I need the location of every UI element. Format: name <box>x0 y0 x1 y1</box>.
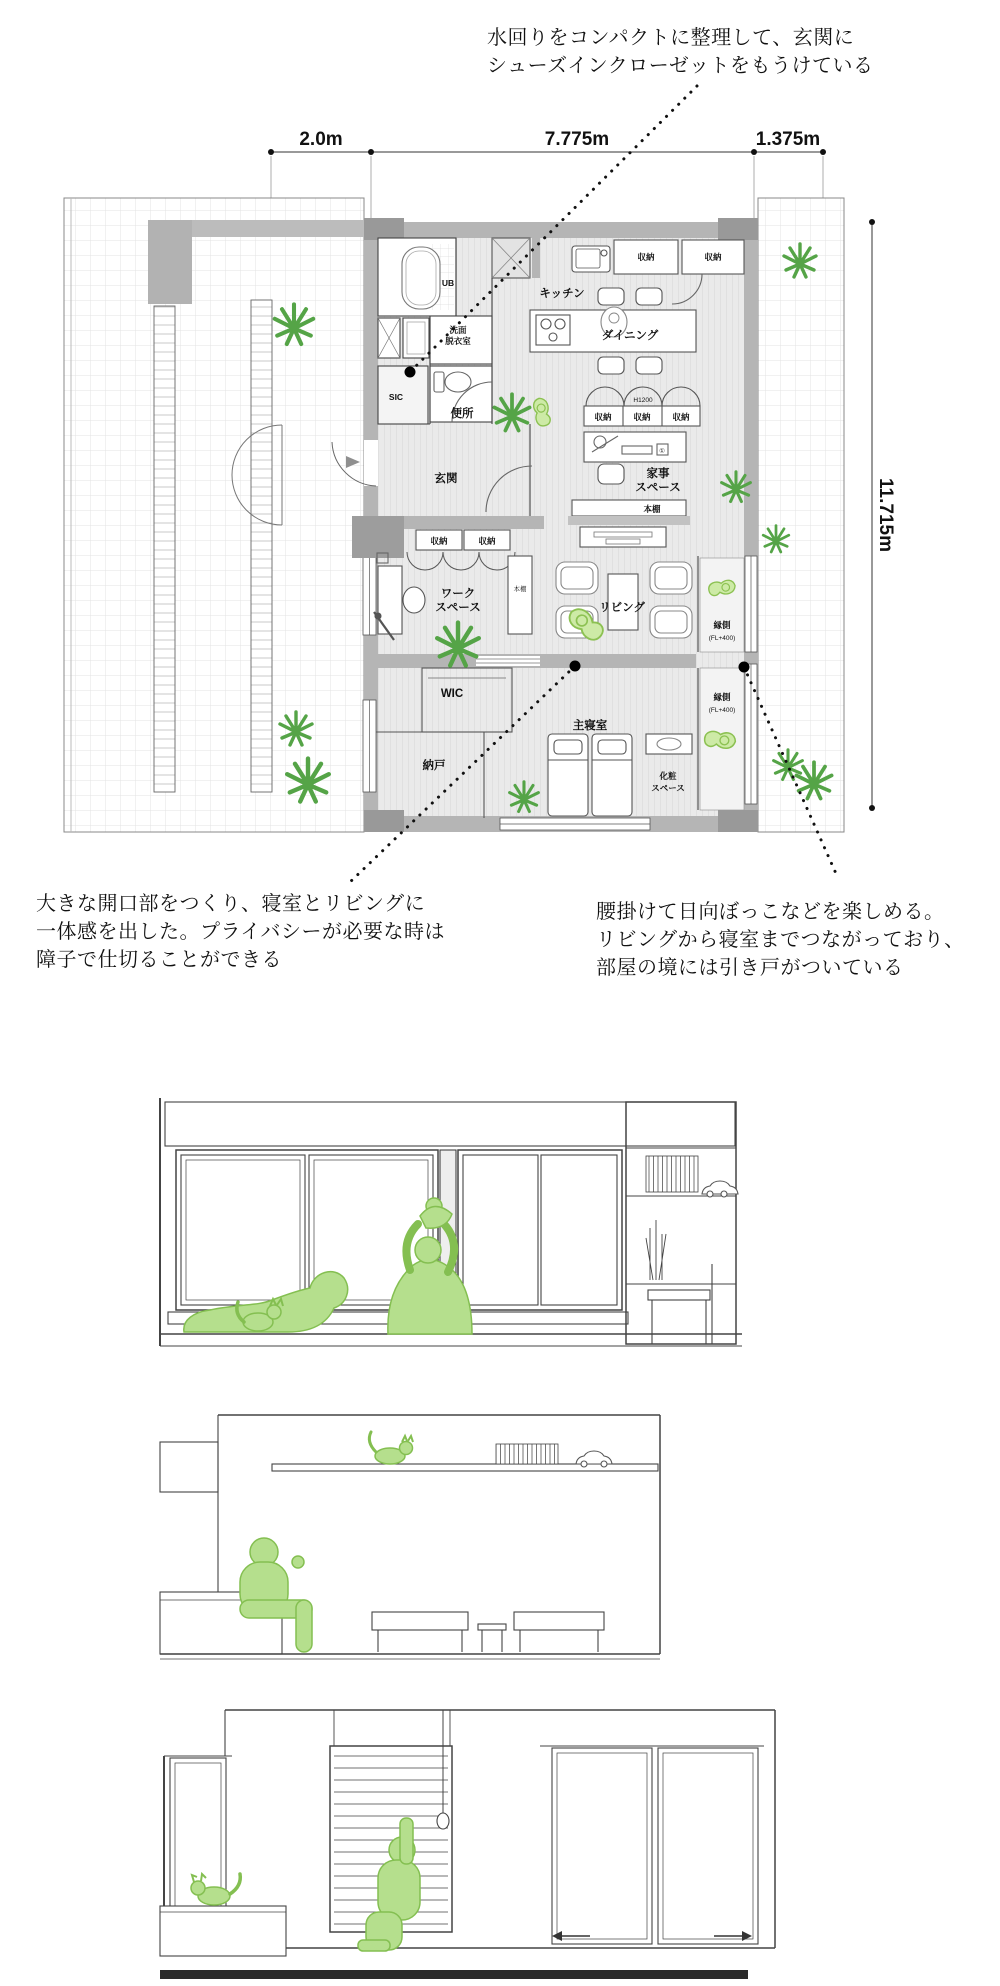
window-sill <box>452 1312 628 1324</box>
bed <box>592 734 632 816</box>
window <box>363 553 376 635</box>
dim-label-11715m: 11.715m <box>875 478 896 552</box>
raised-platform <box>160 1906 286 1956</box>
window <box>745 664 757 804</box>
annotation-top-line2: シューズインクローゼットをもうけている <box>487 55 874 77</box>
leader-dot <box>570 661 581 672</box>
label-dining: ダイニング <box>601 330 659 342</box>
cat-on-shelf-silhouette <box>369 1432 413 1464</box>
sliding-door <box>658 1748 758 1944</box>
desk-chair <box>598 464 624 484</box>
bed <box>548 734 588 816</box>
dresser <box>646 734 692 754</box>
terrace-right <box>758 198 844 832</box>
leader-dot <box>739 662 750 673</box>
dim-label-1375m: 1.375m <box>755 129 821 150</box>
section-elevation-3 <box>160 1710 775 1979</box>
label-nando: 納戸 <box>422 760 446 772</box>
label-work-1: ワーク <box>440 588 476 600</box>
wall-block <box>148 220 192 304</box>
label-storage: 収納 <box>672 412 690 422</box>
label-work-2: スペース <box>435 602 481 614</box>
dining-chair <box>598 357 624 374</box>
annotation-br-line3: 部屋の境には引き戸がついている <box>596 957 904 979</box>
cooktop <box>536 315 570 345</box>
armchair <box>650 606 692 638</box>
person-seated-with-child-silhouette <box>388 1198 472 1334</box>
bench <box>514 1612 604 1652</box>
dining-chair <box>636 288 662 305</box>
armchair <box>556 562 598 594</box>
annotation-top <box>487 24 874 80</box>
column <box>718 810 758 832</box>
door-opening <box>364 440 378 486</box>
label-h1200: H1200 <box>633 397 653 404</box>
dimension-right <box>869 219 875 811</box>
toilet-fixture <box>434 372 471 392</box>
bookshelf-low <box>572 500 686 516</box>
planter-box <box>154 306 175 792</box>
bookshelf-tall <box>508 556 532 634</box>
label-storage: 収納 <box>478 536 496 546</box>
ground-line <box>160 1970 748 1979</box>
label-kesho-1: 化粧 <box>659 771 677 781</box>
cat-silhouette <box>191 1874 240 1905</box>
books <box>496 1444 558 1464</box>
label-storage: 収納 <box>594 412 612 422</box>
label-storage: 収納 <box>637 252 655 262</box>
window-elevation <box>458 1150 622 1310</box>
label-engawa: 縁側 <box>713 692 731 702</box>
annotation-bottom-left <box>36 890 445 974</box>
dry-plant <box>646 1220 666 1280</box>
side-chair <box>648 1264 712 1344</box>
label-fl400: (FL+400) <box>708 707 736 714</box>
label-living: リビング <box>599 602 645 614</box>
engawa-strip <box>698 556 744 810</box>
annotation-bl-line1: 大きな開口部をつくり、寝室とリビングに <box>36 893 426 915</box>
column <box>718 218 758 240</box>
label-ub: UB <box>441 278 455 288</box>
window <box>363 700 376 792</box>
section1-figures <box>184 1198 472 1334</box>
label-senmen-1: 洗面 <box>449 325 467 335</box>
label-kitchen: キッチン <box>539 288 585 300</box>
high-shelf <box>272 1464 658 1471</box>
laundry-cabinet <box>378 318 429 358</box>
annotation-bl-line3: 障子で仕切ることができる <box>36 949 282 971</box>
label-bookshelf: 本棚 <box>643 504 661 514</box>
elevator-shaft <box>492 238 530 278</box>
label-kaji-2: スペース <box>635 482 681 494</box>
books <box>646 1156 698 1192</box>
label-bedroom: 主寝室 <box>572 720 608 732</box>
label-fl400: (FL+400) <box>708 635 736 642</box>
annotation-bl-line2: 一体感を出した。プライバシーが必要な時は <box>36 921 445 943</box>
annotation-top-line1: 水回りをコンパクトに整理して、玄関に <box>487 27 855 49</box>
dim-label-2m: 2.0m <box>299 129 343 150</box>
armchair <box>650 562 692 594</box>
bench <box>372 1612 468 1652</box>
label-circled1: ① <box>659 448 665 455</box>
label-genkan: 玄関 <box>434 473 458 485</box>
side-table <box>478 1624 506 1652</box>
sliding-door <box>552 1748 652 1944</box>
tv-board <box>580 527 666 547</box>
label-kaji-1: 家事 <box>646 468 670 480</box>
leader-dot <box>405 367 416 378</box>
label-engawa: 縁側 <box>713 620 731 630</box>
label-senmen-2: 脱衣室 <box>445 336 471 346</box>
dining-chair <box>598 288 624 305</box>
terrace-left <box>64 198 366 832</box>
kitchen-sink <box>572 246 610 272</box>
bathtub <box>402 247 440 309</box>
label-storage: 収納 <box>430 536 448 546</box>
wall-top <box>364 222 758 238</box>
dim-label-7775m: 7.775m <box>544 129 610 150</box>
label-bookshelf: 本棚 <box>513 586 527 593</box>
label-kesho-2: スペース <box>651 783 685 793</box>
toy-car-icon <box>702 1181 738 1197</box>
column <box>352 516 404 558</box>
dining-chair <box>636 357 662 374</box>
annotation-br-line2: リビングから寝室までつながっており、 <box>596 929 965 951</box>
annotation-bottom-right <box>596 898 965 982</box>
column <box>364 810 404 832</box>
label-wic: WIC <box>440 688 464 700</box>
window <box>500 818 650 830</box>
desk-chair <box>403 587 425 613</box>
annotation-br-line1: 腰掛けて日向ぼっこなどを楽しめる。 <box>596 901 945 923</box>
label-storage: 収納 <box>633 412 651 422</box>
window <box>745 556 757 652</box>
label-storage: 収納 <box>704 252 722 262</box>
label-benjo: 便所 <box>450 408 474 420</box>
planter-box <box>251 300 272 792</box>
column <box>364 218 404 240</box>
label-sic: SIC <box>388 392 404 402</box>
